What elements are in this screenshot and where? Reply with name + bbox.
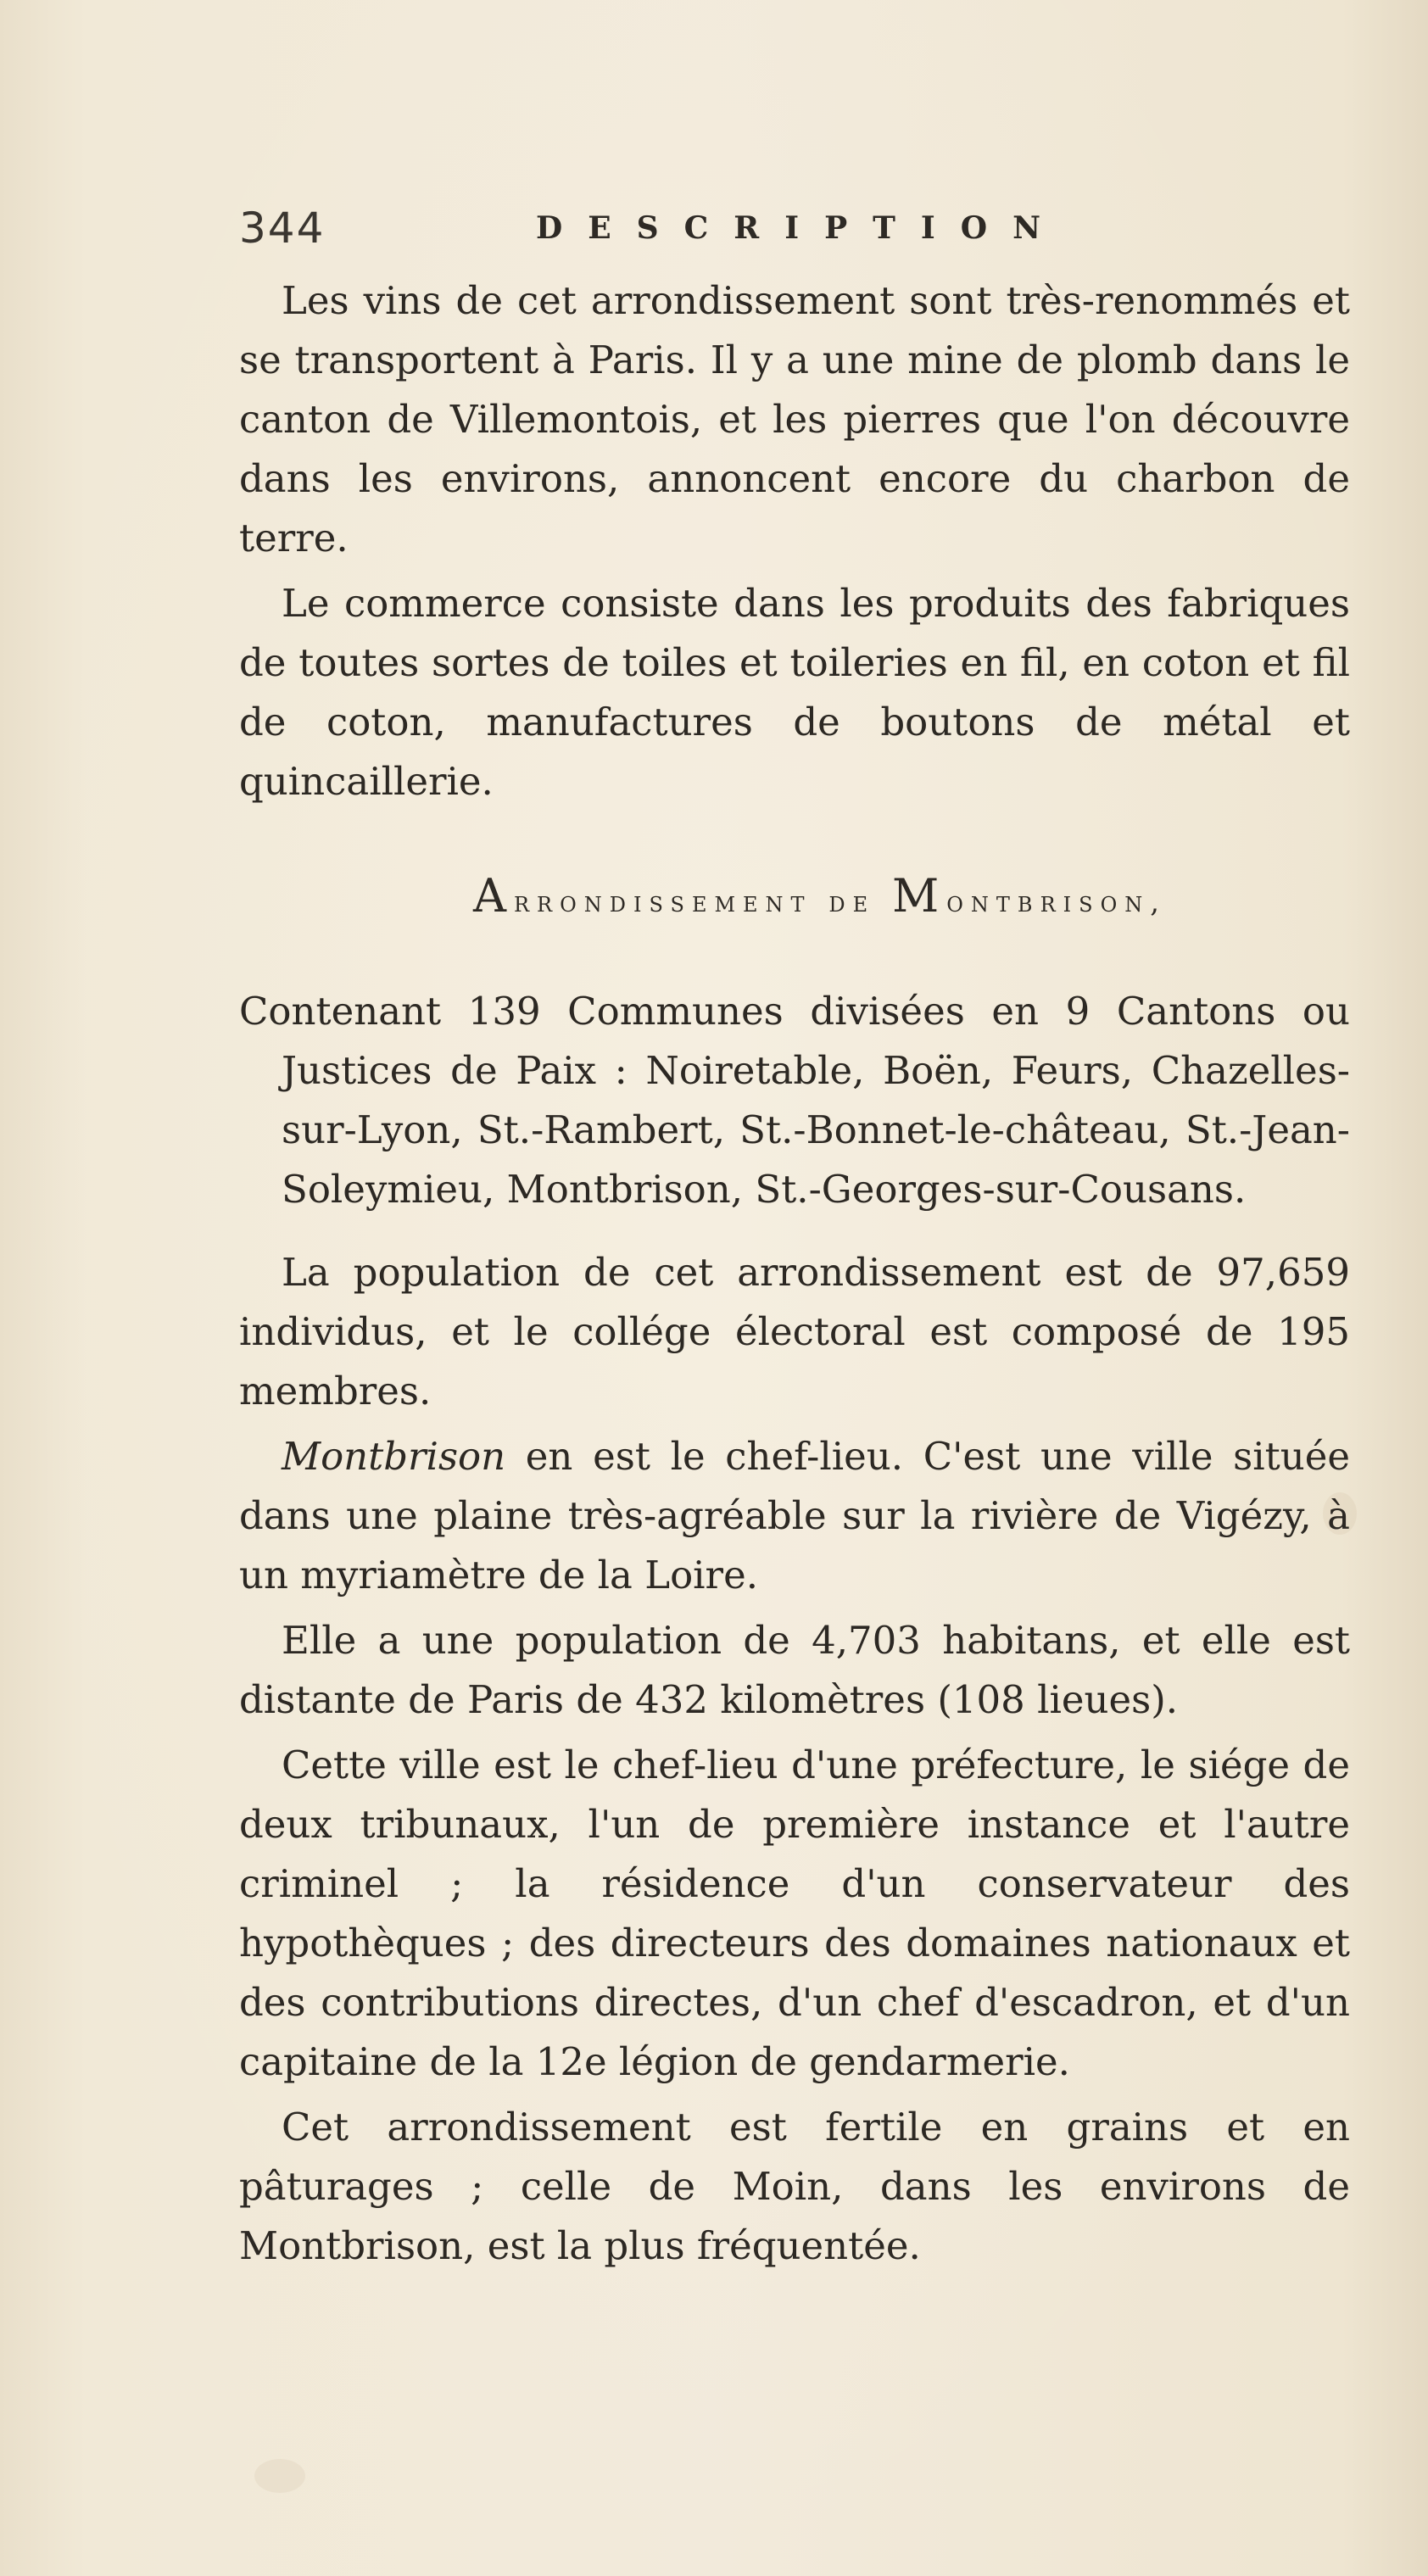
paragraph-contents: Contenant 139 Communes divisées en 9 Cantons ou Justices de Paix : Noiretable, Boën, Feurs, Chazelles-sur-Lyon, St.-Rambert, St.-Bonnet-le-château, St.-Jean-Soleymieu, Montbrison, St.-Georges-sur-Cousans. [239,989,1350,1212]
paragraph-administration: Cette ville est le chef-lieu d'une préfecture, le siége de deux tribunaux, l'un de première instance et l'autre criminel ; la résidence d'un conservateur des hypothèques ; des directeurs des domaines nationaux et des contributions directes, d'un chef d'escadron, et d'un capitaine de la 12e légion de gendarmerie. [239,1742,1350,2084]
section-heading [290,869,1350,923]
paper-stain [254,2459,305,2493]
heading-initial: M [891,869,947,923]
page-header [0,204,1428,271]
page-body [239,271,1350,2282]
heading-word: ontbrison, [946,885,1168,919]
paragraph-distance: Elle a une population de 4,703 habitans, et elle est distante de Paris de 432 kilomètres (108 lieues). [239,1618,1350,1722]
paragraph-montbrison [239,1427,1350,1605]
paragraph-commerce: Le commerce consiste dans les produits des fabriques de toutes sortes de toiles et toileries en fil, en coton et fil de coton, manufactures de boutons de métal et quincaillerie. [239,581,1350,804]
paragraph-montbrison-text: en est le chef-lieu. C'est une ville située dans une plaine très-agréable sur la rivière de Vigézy, à un myriamètre de la Loire. [239,1434,1350,1597]
town-name: Montbrison [282,1434,506,1479]
heading-initial: A [472,869,514,923]
heading-word: rrondissement de [513,885,876,919]
running-head: DESCRIPTION [536,210,1067,246]
paragraph-population: La population de cet arrondissement est de 97,659 individus, et le collége électoral est composé de 195 membres. [239,1250,1350,1413]
paragraph-wines: Les vins de cet arrondissement sont très-renommés et se transportent à Paris. Il y a une mine de plomb dans le canton de Villemontois, et les pierres que l'on découvre dans les environs, annoncent encore du charbon de terre. [239,278,1350,560]
page-number: 344 [239,204,326,253]
paragraph-fertile: Cet arrondissement est fertile en grains et en pâturages ; celle de Moin, dans les environs de Montbrison, est la plus fréquentée. [239,2105,1350,2268]
